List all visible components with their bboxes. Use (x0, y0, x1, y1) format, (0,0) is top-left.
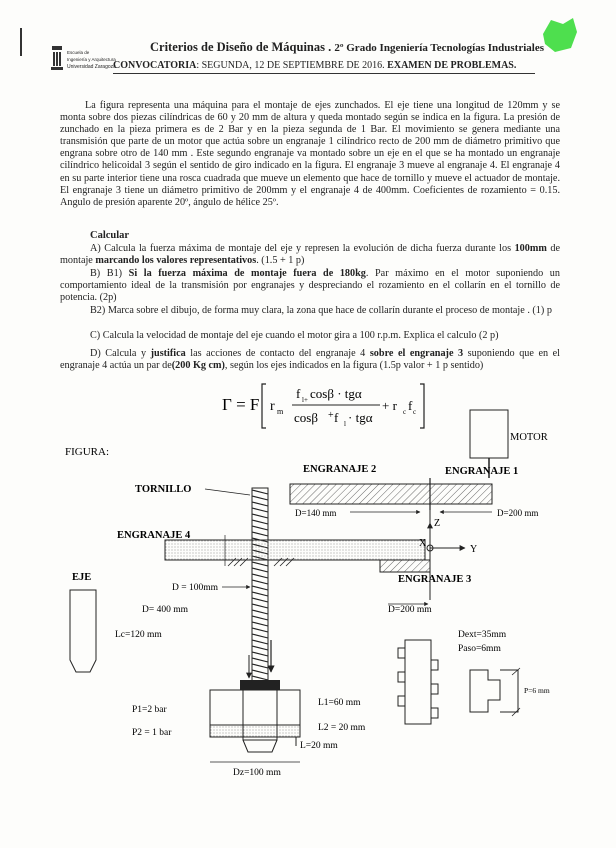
item-d-bold2: sobre el engranaje 3 (369, 348, 464, 359)
actuator-plate (240, 680, 280, 690)
convocatoria-label: CONVOCATORIA (113, 60, 197, 71)
formula-den: cosβ (294, 410, 318, 425)
formula-den-sub: l (344, 420, 346, 428)
dext-label: Dext=35mm (458, 630, 507, 640)
p2-label: P2 = 1 bar (132, 728, 172, 738)
engranaje-4-band (165, 540, 425, 560)
formula-den-f: f (334, 410, 339, 425)
item-a-mid: de montaje (60, 243, 560, 267)
formula-tail-sub: c (403, 408, 407, 416)
motor-box (470, 410, 508, 458)
dz-label: Dz=100 mm (233, 768, 281, 778)
x-label: X (419, 538, 427, 549)
formula-rm-sub: m (277, 407, 284, 416)
formula-num-f: f (296, 386, 301, 401)
d140-label: D=140 mm (295, 508, 337, 518)
item-b2: B2) Marca sobre el dibujo, de forma muy clara, la zona que hace de collarín durante el proceso de montaje . (1) p (90, 305, 552, 316)
engranaje-4-label: ENGRANAJE 4 (117, 530, 191, 541)
y-label: Y (470, 544, 478, 555)
engranaje-3-band (380, 560, 430, 572)
calcular-heading: Calcular (90, 230, 130, 241)
item-b1-post: . Par máximo en el motor suponiendo un comportamiento ideal de la transmisión por engranajes y despreciando el rozamiento en el collarín en el tornillo de potencia. (2p) (60, 268, 560, 304)
formula-den-pm: + (328, 410, 334, 421)
eje-label: EJE (72, 572, 92, 583)
formula-num-rest: cosβ · tgα (310, 386, 362, 401)
exam-type: EXAMEN DE PROBLEMAS. (387, 60, 517, 71)
p1-label: P1=2 bar (132, 705, 167, 715)
lc-label: Lc=120 mm (115, 630, 162, 640)
formula-den-end: · tgα (348, 410, 373, 425)
formula-tail-f-sub: c (413, 408, 417, 416)
l20-label: L=20 mm (300, 741, 338, 751)
square-thread-detail (470, 668, 520, 716)
l2-label: L2 = 20 mm (318, 723, 366, 733)
z-label: Z (434, 518, 441, 529)
piece-1 (210, 690, 300, 725)
formula-lhs: Γ = F (222, 395, 260, 414)
engranaje-1-2-band (290, 484, 492, 504)
course-subtitle: 2º Grado Ingeniería Tecnologías Industriales (334, 42, 544, 54)
thread-profile-detail (398, 640, 438, 724)
engranaje-2-label: ENGRANAJE 2 (303, 464, 377, 475)
logo-line-2: Ingeniería y Arquitectura (67, 57, 116, 62)
item-a-post: . (1.5 + 1 p) (256, 255, 305, 267)
d200a-label: D=200 mm (497, 508, 539, 518)
item-a-bold2: marcando los valores representativos (95, 255, 257, 267)
engranaje-3-label: ENGRANAJE 3 (398, 574, 472, 585)
d100-label: D = 100mm (172, 583, 218, 593)
piece-2 (210, 725, 300, 737)
paso-label: Paso=6mm (458, 644, 501, 654)
tornillo-thread (252, 490, 268, 686)
item-b1-pre: B) B1) (90, 268, 129, 279)
problem-statement: La figura representa una máquina para el montaje de ejes zunchados. El eje tiene una longitud de 120mm y se monta sobre dos piezas cilíndricas de 60 y 20 mm de altura y queda montado según se indica en la figura. La presión de zunchado en la pieza primera es de 2 Bar y en la pieza segunda de 1 Bar. El movimiento se genera mediante una transmisión que parte de un motor que actúa sobre un engranaje 1 cilíndrico recto de 200 mm de diámetro primitivo que engrana sobre otro de 140 mm . Este segundo engranaje va montado sobre un eje en el que se ha montado un engranaje cilíndrico helicoidal 3 según el sentido de giro indicado en la figura. El engranaje 3 mueve al engranaje 4. El engranaje 4 en su parte interior tiene una rosca cuadrada que mueve un elemento que hace de tornillo y mueve el actuador de montaje. El engranaje 3 tiene un diámetro primitivo de 200mm y el engranaje 4 de 400mm. Coeficientes de rozamiento = 0.15. Angulo de presión aparente 20º, ángulo de hélice 25º. (60, 100, 560, 208)
item-b1-bold: Si la fuerza máxima de montaje fuera de 180kg (128, 268, 366, 279)
tornillo-label: TORNILLO (135, 484, 192, 495)
eje-shape (70, 590, 96, 672)
d200b-label: D=200 mm (388, 605, 432, 615)
l1-label: L1=60 mm (318, 698, 361, 708)
engranaje-1-label: ENGRANAJE 1 (445, 466, 519, 477)
formula-tail-f: f (408, 398, 413, 413)
logo-line-3: Universidad Zaragoza (67, 64, 116, 70)
motor-label: MOTOR (510, 432, 548, 443)
item-d-pre: D) Calcula y (90, 348, 151, 359)
p6-label: P=6 mm (524, 686, 550, 695)
item-d-mid2: suponiendo que en el engranaje 4 actúa un par de (60, 348, 561, 372)
item-d-bold: justifica (150, 348, 186, 359)
item-a-bold: 100mm (514, 243, 547, 254)
item-c: C) Calcula la velocidad de montaje del eje cuando el motor gira a 100 r.p.m. Explica el calculo (2 p) (90, 330, 499, 341)
convocatoria-text: : SEGUNDA, 12 DE SEPTIEMBRE DE 2016. (196, 60, 385, 71)
tornillo-leader (205, 489, 250, 495)
formula-rm: r (270, 399, 275, 414)
item-a-text: A) Calcula la fuerza máxima de montaje del eje y represen la evolución de dicha fuerza durante los (90, 243, 515, 254)
item-d-mid: las acciones de contacto del engranaje 4 (185, 348, 370, 359)
course-title: Criterios de Diseño de Máquinas . (150, 40, 332, 54)
item-d-post: , según los ejes indicados en la figura (1.5p valor + 1 p sentido) (224, 360, 484, 372)
formula-num-sub: l+ (302, 396, 308, 404)
item-d-bold3: (200 Kg cm) (171, 360, 225, 372)
formula-tail: + r (382, 398, 397, 413)
figura-label: FIGURA: (65, 446, 110, 458)
shaft-tip (243, 740, 277, 752)
d400-label: D= 400 mm (142, 605, 188, 615)
logo-line-1: Escuela de (67, 50, 90, 55)
